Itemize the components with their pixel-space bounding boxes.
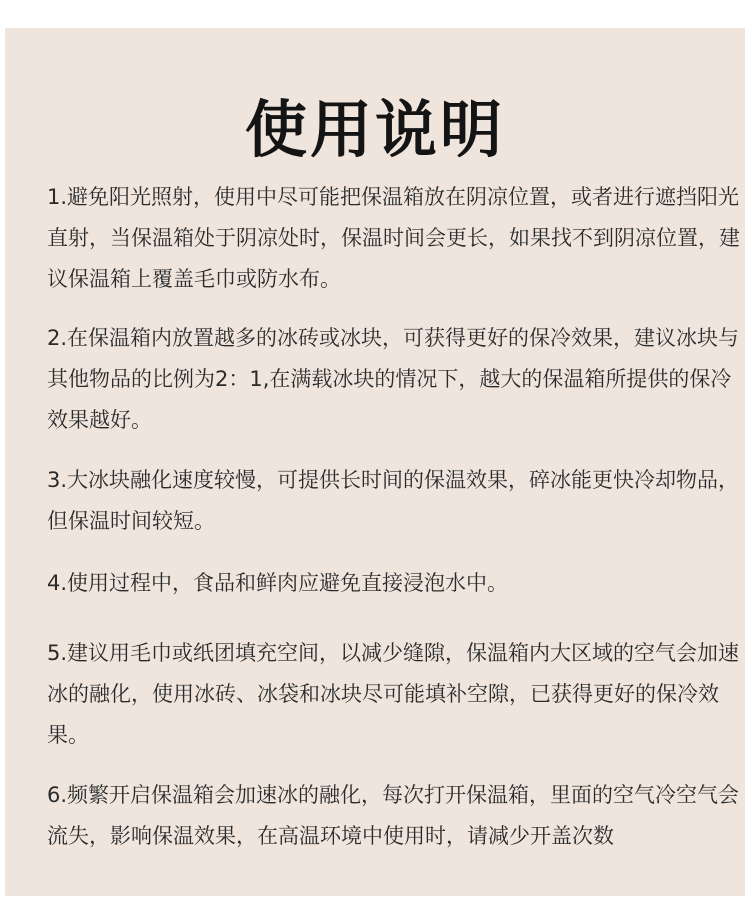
instruction-item-1: 1.避免阳光照射，使用中尽可能把保温箱放在阴凉位置，或者进行遮挡阳光直射，当保温箱处于阴凉处时，保温时间会更长，如果找不到阴凉位置，建议保温箱上覆盖毛巾或防水布。 [47,185,740,291]
instruction-item-4: 4.使用过程中，食品和鲜肉应避免直接浸泡水中。 [47,571,509,595]
page-title: 使用说明 [244,93,505,166]
instruction-item-5: 5.建议用毛巾或纸团填充空间，以减少缝隙，保温箱内大区域的空气会加速冰的融化，使用冰砖、冰袋和冰块尽可能填补空隙，已获得更好的保冷效果。 [47,641,740,747]
instructions-card [5,28,745,896]
instruction-item-3: 3.大冰块融化速度较慢，可提供长时间的保温效果，碎冰能更快冷却物品，但保温时间较短。 [47,468,740,533]
instruction-item-2: 2.在保温箱内放置越多的冰砖或冰块，可获得更好的保冷效果，建议冰块与其他物品的比例为2：1,在满载冰块的情况下，越大的保温箱所提供的保冷效果越好。 [47,326,740,432]
instruction-item-6: 6.频繁开启保温箱会加速冰的融化，每次打开保温箱，里面的空气冷空气会流失，影响保温效果，在高温环境中使用时，请减少开盖次数 [47,783,740,848]
